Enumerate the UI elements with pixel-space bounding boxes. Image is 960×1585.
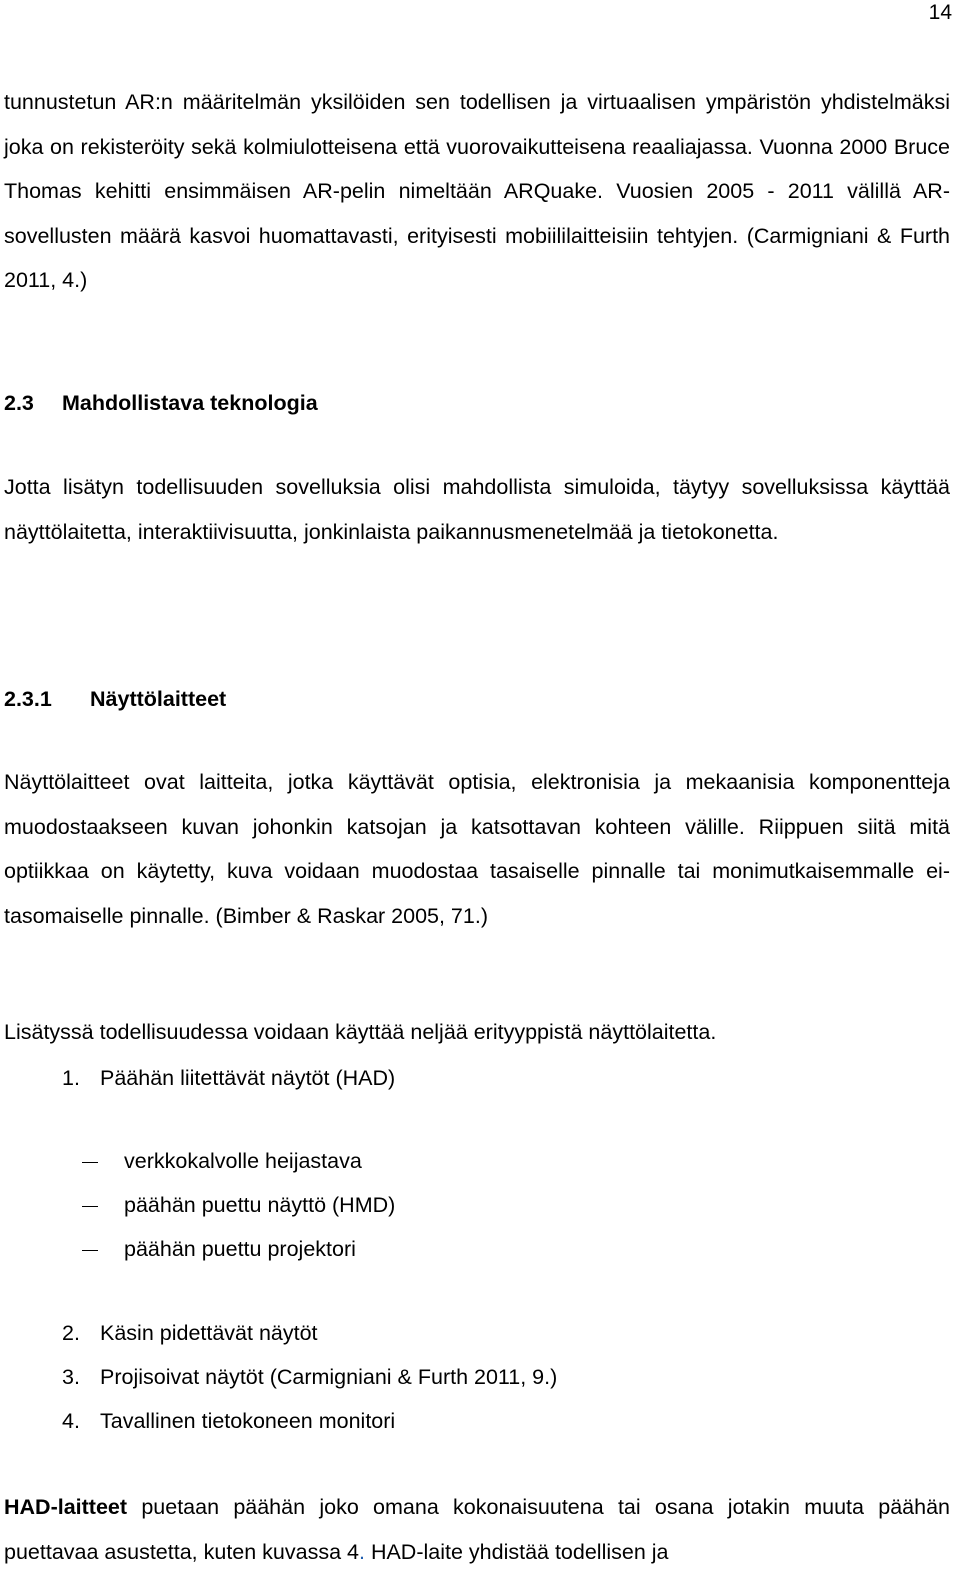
sub-list-item-text: päähän puettu näyttö (HMD) xyxy=(124,1193,396,1217)
sub-list-item-text: päähän puettu projektori xyxy=(124,1237,356,1261)
subsection-number: 2.3.1 xyxy=(4,687,52,711)
list-item xyxy=(62,1406,395,1436)
page-number: 14 xyxy=(928,1,952,24)
sub-list-item xyxy=(82,1190,395,1220)
section-title: Mahdollistava teknologia xyxy=(62,391,318,415)
list-item-text: Päähän liitettävät näytöt (HAD) xyxy=(100,1066,396,1090)
dash-bullet-icon xyxy=(82,1190,124,1220)
list-marker: 2. xyxy=(62,1321,80,1345)
list-marker: 3. xyxy=(62,1365,80,1389)
list-item-text: Käsin pidettävät näytöt xyxy=(100,1321,318,1345)
final-paragraph-text: puetaan päähän joko omana kokonaisuutena tai osana jotakin muuta päähän puettavaa asustetta, kuten kuvassa 4 xyxy=(4,1495,950,1564)
sub-list-item-text: verkkokalvolle heijastava xyxy=(124,1149,362,1173)
bold-term: HAD-laitteet xyxy=(4,1495,128,1519)
list-marker: 4. xyxy=(62,1409,80,1433)
section-2-3-paragraph: Jotta lisätyn todellisuuden sovelluksia olisi mahdollista simuloida, täytyy sovelluksissa käyttää näyttölaitetta, interaktiivisuutta, jonkinlaista paikannusmenetelmää ja tietokonetta. xyxy=(4,475,950,544)
list-item xyxy=(62,1063,395,1093)
sub-list-item xyxy=(82,1234,356,1264)
section-heading-2-3-1 xyxy=(4,684,226,714)
section-heading-2-3 xyxy=(4,388,318,418)
list-item-text: Projisoivat näytöt (Carmigniani & Furth 2011, 9.) xyxy=(100,1365,558,1389)
dash-bullet-icon xyxy=(82,1146,124,1176)
section-2-3-1-paragraph-1: Näyttölaitteet ovat laitteita, jotka käyttävät optisia, elektronisia ja mekaanisia komponentteja muodostaakseen kuvan johonkin katsojan ja katsottavan kohteen välille. Riippuen siitä mitä optiikkaa on käytetty, kuva voidaan muodostaa tasaiselle pinnalle tai monimutkaisemmalle ei-tasomaiselle pinnalle. (Bimber & Raskar 2005, 71.) xyxy=(4,770,950,928)
section-2-3-1-paragraph-2: Lisätyssä todellisuudessa voidaan käyttää neljää erityyppistä näyttölaitetta. xyxy=(4,1020,717,1044)
list-item xyxy=(62,1362,557,1392)
dash-bullet-icon xyxy=(82,1234,124,1264)
final-paragraph xyxy=(4,1485,950,1574)
sub-list-item xyxy=(82,1146,362,1176)
list-item xyxy=(62,1318,318,1348)
intro-paragraph: tunnustetun AR:n määritelmän yksilöiden sen todellisen ja virtuaalisen ympäristön yhdistelmäksi joka on rekisteröity sekä kolmiulotteisena että vuorovaikutteisena reaaliajassa. Vuonna 2000 Bruce Thomas kehitti ensimmäisen AR-pelin nimeltään ARQuake. Vuosien 2005 - 2011 välillä AR-sovellusten määrä kasvoi huomattavasti, erityisesti mobiililaitteisiin tehtyjen. (Carmigniani & Furth 2011, 4.) xyxy=(4,90,950,293)
section-number: 2.3 xyxy=(4,391,34,415)
subsection-title: Näyttölaitteet xyxy=(90,687,227,711)
list-marker: 1. xyxy=(62,1066,80,1090)
list-item-text: Tavallinen tietokoneen monitori xyxy=(100,1409,396,1433)
final-paragraph-dot: . xyxy=(358,1539,365,1564)
final-paragraph-text-end: HAD-laite yhdistää todellisen ja xyxy=(364,1539,669,1564)
